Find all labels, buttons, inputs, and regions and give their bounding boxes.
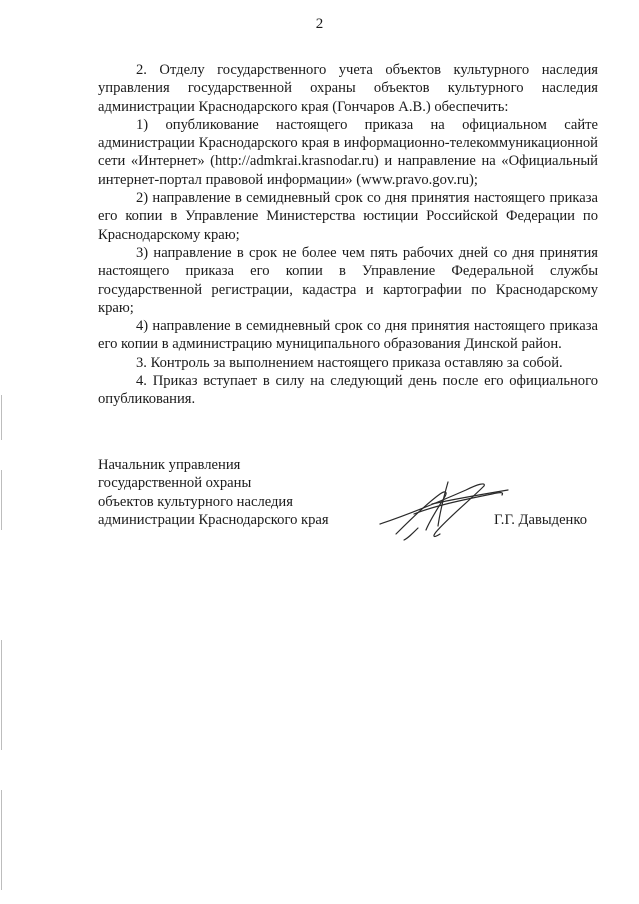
paragraph-subitem-3: 3) направление в срок не более чем пять рабочих дней со дня принятия настоящего приказа его копии в Управление Федеральной службы государственной регистрации, кадастра и картографии по Краснодарскому краю; xyxy=(98,244,598,316)
paragraph-subitem-2: 2) направление в семидневный срок со дня принятия настоящего приказа его копии в Управление Министерства юстиции Российской Федерации по Краснодарскому краю; xyxy=(98,190,598,243)
paragraph-subitem-4: 4) направление в семидневный срок со дня принятия настоящего приказа его копии в администрацию муниципального образования Динской район. xyxy=(98,318,598,353)
scan-margin-line xyxy=(1,395,2,440)
scan-margin-line xyxy=(1,470,2,530)
signatory-title xyxy=(98,456,329,530)
signatory-title-line: администрации Краснодарского края xyxy=(98,512,329,529)
paragraph-item-3: 3. Контроль за выполнением настоящего приказа оставляю за собой. xyxy=(136,354,563,371)
handwritten-signature xyxy=(374,474,514,544)
signatory-title-line: государственной охраны xyxy=(98,475,252,492)
signatory-title-line: Начальник управления xyxy=(98,457,241,473)
signatory-title-line: объектов культурного наследия xyxy=(98,493,293,510)
page-number: 2 xyxy=(315,16,324,32)
signatory-name: Г.Г. Давыденко xyxy=(494,512,588,528)
scan-margin-line xyxy=(1,640,2,750)
paragraph-subitem-1: 1) опубликование настоящего приказа на официальном сайте администрации Краснодарского края в информационно-телекоммуникационной сети «Интернет» (http://admkrai.krasnodar.ru) и направление на «Официальный интернет-портал правовой информации» (www.pravo.gov.ru); xyxy=(98,116,598,188)
signature-block xyxy=(98,456,598,536)
scan-margin-line xyxy=(1,790,2,890)
paragraph-item-4: 4. Приказ вступает в силу на следующий день после его официального опубликования. xyxy=(98,373,598,408)
paragraph-item-2: 2. Отделу государственного учета объектов культурного наследия управления государственной охраны объектов культурного наследия администрации Краснодарского края (Гончаров А.В.) обеспечить: xyxy=(98,62,598,115)
document-body xyxy=(98,61,598,409)
